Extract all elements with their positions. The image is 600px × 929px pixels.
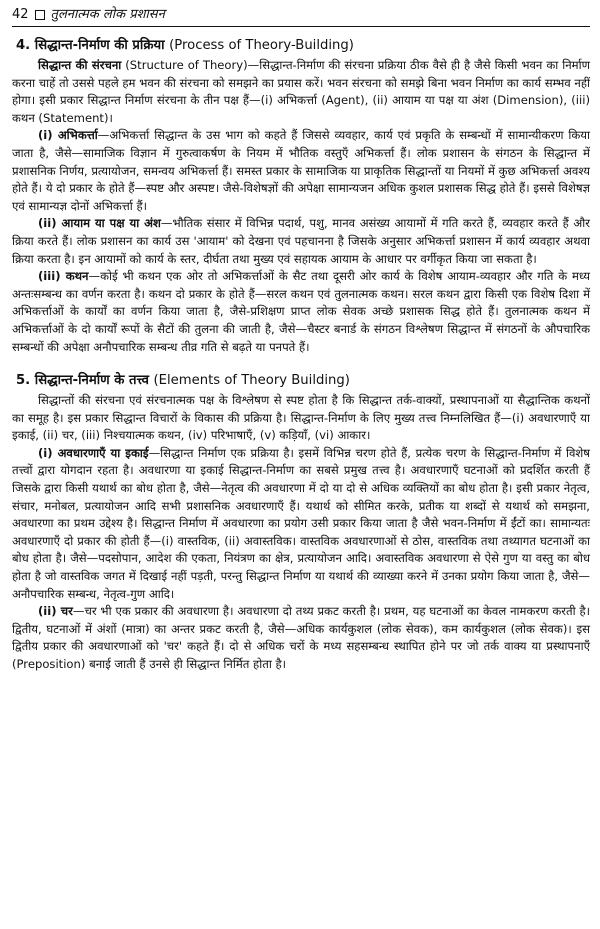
header-rule [12, 26, 590, 27]
section-4-heading-hi: 4. सिद्धान्त-निर्माण की प्रक्रिया [16, 38, 165, 53]
paragraph-body: —चर भी एक प्रकार की अवधारणा है। अवधारणा दो तथ्य प्रकट करती है। प्रथम, यह घटनाओं का केवल नामकरण करती है। द्वितीय, घटनाओं में अंशों (मात्रा) का अन्तर प्रकट करती है, जैसे—अधिक कार्यकुशल (लोक सेवक), कम कार्यकुशल (लोक सेवक)। इस द्वितीय प्रकार की अवधारणाओं को 'चर' कहते हैं। दो से अधिक चरों के मध्य सहसम्बन्ध स्थापित होने पर जो तर्क वाक्य या प्रस्थापनाएँ (Preposition) बनाई जाती हैं उनसे ही सिद्धान्त निर्मित होता है। [12, 604, 591, 671]
paragraph-body: (Structure of Theory)—सिद्धान्त-निर्माण की संरचना प्रक्रिया ठीक वैसे ही है जैसे किसी भवन का निर्माण करना चाहें तो उससे पहले हम भवन की संरचना को समझने का प्रयास करें। भवन संरचना को समझे बिना भवन निर्माण का कार्य सम्भव नहीं होगा। इसी प्रकार सिद्धान्त निर्माण संरचना के तीन पक्ष हैं—(i) अभिकर्त्ता (Agent), (ii) आयाम या पक्ष या अंश (Dimension), (iii) कथन (Statement)। [12, 58, 591, 125]
paragraph-lead: (i) अवधारणाएँ या इकाई [38, 445, 149, 460]
paragraph-lead: (i) अभिकर्त्ता [38, 128, 98, 143]
paragraph-elements-intro: सिद्धान्तों की संरचना एवं संरचनात्मक पक्ष के विश्लेषण से स्पष्ट होता है कि सिद्धान्त तर्क-वाक्यों, प्रस्थापनाओं या सैद्धान्तिक कथनों का समूह है। इस प्रकार सिद्धान्त विचारों के विकास की प्रक्रिया है। सिद्धान्त-निर्माण के लिए मुख्य तत्त्व निम्नलिखित हैं—(i) अवधारणाएँ या इकाई, (ii) चर, (iii) निश्चयात्मक कथन, (iv) परिभाषाएँ, (v) कड़ियाँ, (vi) आकार। [12, 393, 590, 443]
paragraph-agent [12, 127, 590, 215]
square-bullet-icon [35, 10, 45, 20]
section-5-heading-hi: 5. सिद्धान्त-निर्माण के तत्त्व [16, 373, 149, 389]
paragraph-lead: (iii) कथन [38, 269, 89, 284]
section-5-heading [16, 372, 590, 390]
paragraph-body: —सिद्धान्त निर्माण एक प्रक्रिया है। इसमें विभिन्न चरण होते हैं, प्रत्येक चरण के सिद्धान्त-निर्माण में विशेष तत्त्वों द्वारा योगदान रहता है। अवधारणा या इकाई सिद्धान्त-निर्माण का सबसे प्रमुख तत्त्व है। अवधारणाएँ घटनाओं को प्रदर्शित करती हैं जिसके द्वारा किसी यथार्थ का बोध होता है, जैसे—नेतृत्व की अवधारणा में दो या दो से अधिक व्यक्तियों का बोध होता है। इसी प्रकार नेतृत्व, संचार, मनोबल, प्रत्यायोजन आदि सभी प्रशासनिक अवधारणाएँ हैं। यथार्थ को सीमित करके, प्रतीक या शब्दों से यथार्थ को समझना, अवधारणा का प्रथम उद्देश्य है। सिद्धान्त निर्माण में अवधारणा का प्रयोग उसी प्रकार किया जाता है जैसे भवन-निर्माण में ईंटों का। सामान्यतः अवधारणाएँ दो प्रकार की होती हैं—(i) वास्तविक, (ii) अवास्तविक। वास्तविक अवधारणाओं से ठोस, वास्तविक तथा तथ्यागत घटनाओं का बोध होता है। जैसे—पदसोपान, आदेश की एकता, नियंत्रण का क्षेत्र, प्रत्यायोजन आदि। अवास्तविक अवधारणा से ऐसे गुण या वस्तु का बोध होता है जो वास्तविक जगत में दिखाई नहीं पड़ती, परन्तु सिद्धान्त निर्माण या यथार्थ की व्याख्या करने में उनका प्रयोग किया जाता है, जैसे—अनौपचारिक सम्बन्ध, नेतृत्व-गुण आदि। [12, 445, 590, 601]
paragraph-statement [12, 268, 590, 356]
paragraph-body: —कोई भी कथन एक ओर तो अभिकर्त्ताओं के सैट तथा दूसरी ओर कार्य के विशेष आयाम-व्यवहार और गति के मध्य अन्तःसम्बन्ध का वर्णन करता है। कथन दो प्रकार के होते हैं—सरल कथन एवं तुलनात्मक कथन। सरल कथन द्वारा किसी एक विशेष दिशा में अभिकर्त्ताओं के कार्यों का वर्णन किया जाता है, जैसे-प्रशिक्षण प्राप्त लोक सेवक अच्छे प्रशासक सिद्ध होते हैं। तुलनात्मक कथन में अभिकर्त्ताओं के दो कार्यों रूपों के सैटों की तुलना की जाती है, जैसे—चैस्टर बनार्ड के संगठन विश्लेषण सिद्धान्त में संगठनों के औपचारिक सम्बन्धों की अपेक्षा अनौपचारिक सम्बन्ध तीव्र गति से बढ़ते या पनपते हैं। [12, 269, 591, 354]
section-5-heading-en: (Elements of Theory Building) [153, 373, 350, 389]
paragraph-lead: (ii) आयाम या पक्ष या अंश [38, 216, 161, 231]
paragraph-lead: (ii) चर [38, 604, 73, 619]
book-title: तुलनात्मक लोक प्रशासन [50, 7, 165, 22]
section-4-heading [16, 37, 590, 55]
paragraph-variables [12, 603, 590, 673]
paragraph-body: —भौतिक संसार में विभिन्न पदार्थ, पशु, मानव असंख्य आयामों में गति करते हैं, व्यवहार करते हैं और क्रिया करते हैं। लोक प्रशासन का कार्य उस 'आयाम' को देखना एवं पहचानना है जिसके अनुसार अभिकर्त्ता प्रशासन में कार्य व्यवहार अथवा क्रिया करता है। इन आयामों को कार्य के स्तर, दीर्घता तथा मुख्य एवं सहायक आयाम के आधार पर वर्गीकृत किया जा सकता है। [12, 216, 590, 266]
running-head [12, 6, 590, 24]
paragraph-concepts [12, 445, 590, 603]
paragraph-lead: सिद्धान्त की संरचना [38, 58, 122, 72]
paragraph-dimension [12, 215, 590, 268]
section-4-heading-en: (Process of Theory-Building) [169, 38, 354, 53]
paragraph-structure-of-theory [12, 57, 590, 127]
paragraph-body: —अभिकर्त्ता सिद्धान्त के उस भाग को कहते हैं जिससे व्यवहार, कार्य एवं प्रकृति के सम्बन्धों में सामान्यीकरण किया जाता है, जैसे—सामाजिक विज्ञान में गुरुत्वाकर्षण के नियम में भौतिक वस्तुएँ अभिकर्त्ता हैं। लोक प्रशासन के संगठन के सिद्धान्त में प्रशासनिक निर्णय, प्रत्यायोजन, समन्वय अभिकर्त्ता हैं। समस्त प्रकार के सामाजिक या प्राकृतिक सिद्धान्तों या नियमों में कुछ अभिकर्त्ता अवश्य होते हैं। ये दो प्रकार के होते हैं—स्पष्ट और अस्पष्ट। जैसे-विशेषज्ञों की अपेक्षा सामान्यजन अधिक कुशल प्रशासक सिद्ध होते हैं। इससे विशेषज्ञ एवं सामान्यज्ञ दोनों अभिकर्त्ता हैं। [12, 128, 591, 213]
page-number: 42 [12, 7, 29, 22]
